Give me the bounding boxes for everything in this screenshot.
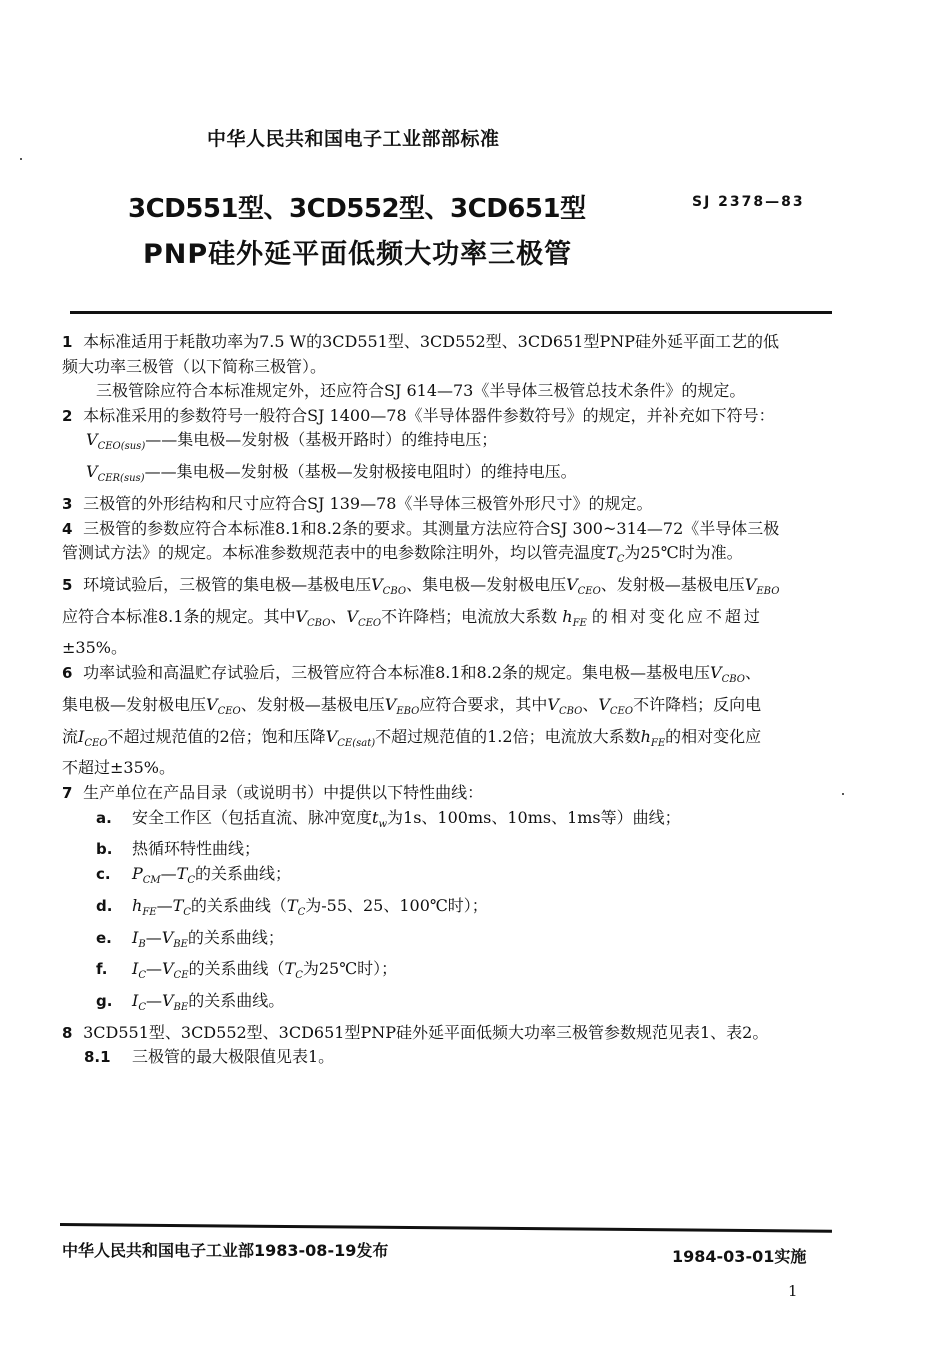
list-item-e: e. $I_B—V_{BE}$的关系曲线；: [62, 926, 842, 958]
list-item-g: g. $I_C—V_{BE}$的关系曲线。: [62, 989, 842, 1021]
symbol-vcbo: $V_{CBO}$: [295, 606, 331, 629]
clause-number: 3: [62, 494, 73, 513]
clause-6: [62, 661, 842, 781]
clause-text: 应符合要求，其中: [419, 694, 548, 714]
effective-date: 1984-03-01实施: [672, 1247, 807, 1266]
clause-number: 4: [62, 519, 73, 538]
clause-text: 频大功率三极管（以下简称三极管）。: [62, 356, 327, 376]
item-letter: g.: [96, 992, 113, 1011]
clause-7: [62, 781, 842, 1021]
symbol-hfe: $h_{FE}$: [562, 606, 587, 629]
scan-speck: [20, 158, 22, 160]
list-item-d: d. $h_{FE}—T_C$的关系曲线（$T_C$为-55、25、100℃时）；: [62, 894, 842, 926]
clause-number: 2: [62, 406, 73, 425]
clause-text: 不许降档；反向电: [633, 694, 762, 714]
clause-number: 8: [62, 1023, 73, 1042]
symbol-tc: $T_C$: [606, 543, 625, 566]
clause-text: 、: [582, 694, 599, 714]
symbol-vceo: $V_{CEO}$: [206, 694, 241, 718]
clause-text: 、发射极—基极电压: [600, 574, 745, 594]
symbol-vce-sat: $V_{CE(sat)}$: [325, 726, 376, 749]
clause-text: 环境试验后，三极管的集电极—基极电压: [83, 574, 372, 594]
clause-text: 不超过规范值的2倍；饱和压降: [107, 726, 326, 746]
clause-text: 3CD551型、3CD552型、3CD651型PNP硅外延平面低频大功率三极管参数规范见表1、表2。: [83, 1022, 769, 1042]
clause-text: 不许降档；电流放大系数: [381, 606, 558, 626]
document-title-line2: PNP硅外延平面低频大功率三极管: [143, 239, 573, 270]
clause-8-1: [62, 1045, 842, 1070]
clause-text: 、发射极—基极电压: [240, 694, 385, 714]
symbol-iceo: $I_{CEO}$: [78, 726, 108, 749]
clause-text: 功率试验和高温贮存试验后，三极管应符合本标准8.1和8.2条的规定。集电极—基极电压: [83, 663, 710, 683]
document-body: [62, 330, 842, 1070]
clause-text: 的相对变化应: [665, 726, 762, 746]
clause-8: [62, 1021, 842, 1070]
clause-number: 5: [62, 575, 73, 594]
ministry-standard-heading: 中华人民共和国电子工业部部标准: [207, 128, 500, 150]
clause-text: ±35%。: [62, 638, 127, 658]
symbol-vcbo: $V_{CBO}$: [710, 663, 745, 686]
clause-text: 三极管除应符合本标准规定外，还应符合SJ 614—73《半导体三极管总技术条件》的规定。: [96, 381, 746, 401]
symbol-definition: ——集电极—发射极（基极开路时）的维持电压；: [145, 430, 498, 450]
clause-1: [62, 330, 842, 404]
clause-number: 8.1: [84, 1048, 111, 1067]
scan-speck: [842, 793, 844, 795]
item-letter: f.: [96, 960, 108, 979]
item-letter: b.: [96, 840, 113, 859]
clause-text: 、集电极—发射极电压: [406, 574, 567, 594]
symbol-vcbo: $V_{CBO}$: [547, 694, 583, 718]
item-letter: c.: [96, 864, 111, 883]
standard-code: SJ 2378—83: [692, 194, 805, 210]
clause-text: 三极管的外形结构和尺寸应符合SJ 139—78《半导体三极管外形尺寸》的规定。: [83, 493, 653, 513]
clause-4: [62, 517, 842, 573]
document-title-line1: 3CD551型、3CD552型、3CD651型: [128, 194, 586, 224]
symbol-vceo: $V_{CEO}$: [566, 574, 601, 598]
clause-text: 三极管的参数应符合本标准8.1和8.2条的要求。其测量方法应符合SJ 300~314—72《半导体三极: [83, 518, 780, 538]
clause-text: 为25℃时为准。: [624, 543, 743, 563]
clause-text: 、: [330, 606, 347, 626]
list-item-f: f. $I_C—V_{CE}$的关系曲线（$T_C$为25℃时）；: [62, 957, 842, 989]
symbol-definition: ——集电极—发射极（基极—发射极接电阻时）的维持电压。: [144, 462, 577, 482]
clause-text: 本标准适用于耗散功率为7.5 W的3CD551型、3CD552型、3CD651型PNP硅外延平面工艺的低: [83, 332, 779, 351]
list-item-c: c. $P_{CM}—T_C$的关系曲线；: [62, 862, 842, 894]
list-item-a: a. 安全工作区（包括直流、脉冲宽度$t_w$为1s、100ms、10ms、1ms等）曲线；: [62, 806, 842, 838]
clause-text: 应符合本标准8.1条的规定。其中: [62, 606, 296, 626]
clause-number: 7: [62, 784, 73, 802]
clause-text: 集电极—发射极电压: [62, 694, 207, 714]
list-item-b: b. 热循环特性曲线；: [62, 837, 842, 862]
symbol-vceo: $V_{CEO}$: [346, 606, 382, 629]
symbol-hfe: $h_{FE}$: [640, 726, 666, 749]
clause-3: [62, 492, 842, 517]
symbol-vceo-sus: $V_{CEO(sus)}$: [86, 430, 146, 453]
clause-text: 流: [62, 726, 79, 746]
clause-number: 1: [62, 333, 73, 351]
clause-text: 不超过规范值的1.2倍；电流放大系数: [375, 726, 641, 746]
symbol-vebo: $V_{EBO}$: [744, 574, 780, 598]
item-letter: e.: [96, 928, 112, 947]
clause-5: [62, 573, 842, 661]
header-rule: [70, 311, 832, 314]
clause-text: 的相对变化应不超过: [591, 606, 763, 626]
symbol-vceo: $V_{CEO}$: [598, 694, 634, 718]
symbol-vebo: $V_{EBO}$: [384, 694, 420, 718]
clause-text: 本标准采用的参数符号一般符合SJ 1400—78《半导体器件参数符号》的规定，并补充如下符号：: [83, 405, 775, 425]
item-letter: d.: [96, 896, 113, 915]
clause-text: 管测试方法》的规定。本标准参数规范表中的电参数除注明外，均以管壳温度: [62, 543, 607, 563]
issue-date: 中华人民共和国电子工业部1983-08-19发布: [62, 1241, 389, 1260]
clause-2: [62, 404, 842, 492]
clause-number: 6: [62, 664, 73, 683]
clause-text: 不超过±35%。: [62, 758, 175, 778]
page-number: 1: [788, 1282, 798, 1300]
symbol-vcer-sus: $V_{CER(sus)}$: [86, 462, 145, 485]
clause-text: 、: [744, 663, 761, 683]
footer-rule: [60, 1223, 832, 1233]
item-letter: a.: [96, 808, 112, 827]
symbol-vcbo: $V_{CBO}$: [371, 574, 407, 598]
clause-text: 三极管的最大极限值见表1。: [132, 1047, 335, 1067]
clause-text: 生产单位在产品目录（或说明书）中提供以下特性曲线：: [83, 783, 484, 802]
